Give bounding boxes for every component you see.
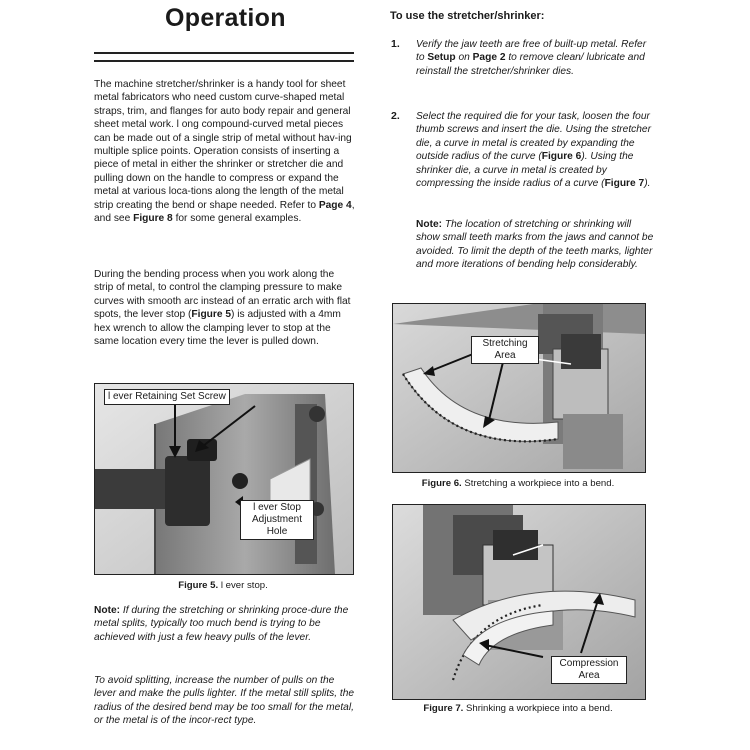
step-2-text-1: Select the required die for your task, loosen the four thumb screws and insert the die. Using the stretcher die, a curve in metal is created by expanding the outside radius of the curve ( bbox=[416, 111, 651, 163]
figure-6-caption bbox=[392, 478, 644, 489]
section-heading: To use the stretcher/shrinker: bbox=[390, 10, 545, 22]
lever-stop-illustration bbox=[95, 384, 353, 574]
step-2-figure-6-ref: Figure 6 bbox=[541, 151, 582, 163]
left-note-paragraph bbox=[94, 604, 356, 644]
right-note-paragraph bbox=[416, 218, 656, 272]
figure-6-caption-label: Figure 6. bbox=[421, 478, 462, 489]
intro-text-1: The machine stretcher/shrinker is a handy tool for sheet metal fabricators who need custom curve-shaped metal straps, trim, and flanges for auto body repair and general sheet metal work. l ong compound-curved metal pieces can be made out of a single strip of metal without hav-ing multiple splice points. Operation consists of inserting a piece of metal in either the shrinker or stretcher die and pulling down on the handle to compress or expand the metal at various loca-tions along the length of the metal strip creating the bend or shape needed. Refer to bbox=[94, 79, 352, 211]
right-note-label: Note: bbox=[416, 219, 443, 230]
step-1-text-2: on bbox=[455, 52, 473, 64]
bending-text-2: ) is adjusted with a 4mm hex wrench to allow the clamping lever to stop at the same location every time the lever is pulled down. bbox=[94, 309, 341, 348]
title-rule-top bbox=[94, 52, 354, 54]
page-title: Operation bbox=[165, 4, 286, 32]
step-1-text bbox=[416, 38, 656, 78]
step-2-number: 2. bbox=[391, 110, 400, 122]
step-1-text-1: Verify the jaw teeth are free of built-up metal. Refer to bbox=[416, 39, 647, 64]
intro-paragraph bbox=[94, 78, 356, 225]
intro-figure-ref: Figure 8 bbox=[133, 213, 173, 225]
title-rule-bottom bbox=[94, 60, 354, 62]
bending-paragraph bbox=[94, 268, 356, 348]
figure-5-caption bbox=[94, 580, 352, 591]
stretching-illustration bbox=[393, 304, 645, 472]
figure-5-photo bbox=[94, 383, 354, 575]
step-2-figure-7-ref: Figure 7 bbox=[604, 178, 645, 190]
figure-5-caption-label: Figure 5. bbox=[178, 580, 219, 591]
bending-text-1: During the bending process when you work along the strip of metal, to control the clamping pressure to make curves with smooth arc instead of an erratic arch with flat spots, the lever stop ( bbox=[94, 269, 351, 321]
step-1-number: 1. bbox=[391, 38, 400, 50]
step-2-text-2: ). Using the shrinker die, a curve in metal is created by compressing the inside radius of a curve ( bbox=[416, 151, 634, 190]
intro-page-ref: Page 4 bbox=[318, 199, 352, 211]
right-note-text: The location of stretching or shrinking will show small teeth marks from the jaws and cannot be avoided. To limit the depth of the teeth marks, lighter and more iterations of bending help considerably. bbox=[416, 219, 654, 271]
figure-5-caption-text: l ever stop. bbox=[218, 580, 268, 591]
figure-6-photo bbox=[392, 303, 646, 473]
intro-text-2: , and see bbox=[94, 199, 355, 225]
step-1-setup-ref: Setup bbox=[427, 52, 456, 64]
figure-7-caption-label: Figure 7. bbox=[423, 703, 464, 714]
callout-compression-area: Compression Area bbox=[551, 656, 627, 684]
step-1-text-3: to remove clean/ lubricate and reinstall the stretcher/shrinker dies. bbox=[416, 52, 645, 77]
step-1-page-ref: Page 2 bbox=[472, 52, 506, 64]
step-2-text bbox=[416, 110, 656, 190]
callout-lever-stop-adjustment-hole: l ever Stop Adjustment Hole bbox=[240, 500, 314, 540]
bending-figure-ref: Figure 5 bbox=[191, 309, 232, 321]
intro-text-3: for some general examples. bbox=[172, 213, 302, 225]
step-2-text-3: ). bbox=[644, 178, 651, 190]
left-note-label: Note: bbox=[94, 605, 121, 616]
callout-stretching-area: Stretching Area bbox=[471, 336, 539, 364]
figure-6-caption-text: Stretching a workpiece into a bend. bbox=[461, 478, 615, 489]
left-note-text: If during the stretching or shrinking proce-dure the metal splits, typically too much bend is trying to be achieved with just a few heavy pulls of the lever. bbox=[94, 605, 349, 643]
figure-7-caption-text: Shrinking a workpiece into a bend. bbox=[463, 703, 613, 714]
avoid-splitting-paragraph: To avoid splitting, increase the number of pulls on the lever and make the pulls lighter. If the metal still splits, the radius of the desired bend may be too small for the metal, or the metal is of the incor-rect type. bbox=[94, 675, 355, 727]
figure-7-caption bbox=[392, 703, 644, 714]
callout-lever-retaining-set-screw: l ever Retaining Set Screw bbox=[104, 389, 230, 405]
